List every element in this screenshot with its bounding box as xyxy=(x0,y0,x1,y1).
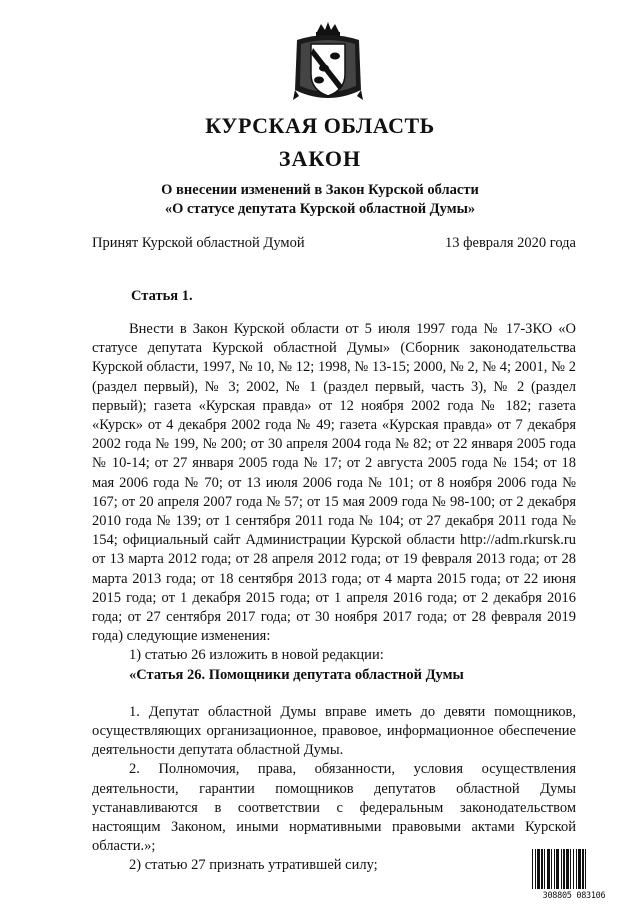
spacer xyxy=(92,685,576,703)
adoption-line xyxy=(92,235,576,252)
item-2: 2) статью 27 признать утратившей силу; xyxy=(129,857,378,874)
barcode-number: 308805 083106 xyxy=(542,891,606,901)
item-1: 1) статью 26 изложить в новой редакции: xyxy=(129,647,384,664)
new-article-title: «Статья 26. Помощники депутата областной Думы xyxy=(129,666,464,683)
subject-line-2: «О статусе депутата Курской областной Думы» xyxy=(164,201,476,217)
document-type: ЗАКОН xyxy=(278,146,362,171)
article-title: Статья 1. xyxy=(131,288,193,304)
point-2: 2. Полномочия, права, обязанности, условия осуществления деятельности, гарантии помощников депутатов областной Думы устанавливаются в соответствии с федеральным законодательством настоящим Законом, иными нормативными правовыми актами Курской области.»; xyxy=(92,761,576,855)
barcode-icon xyxy=(532,849,618,893)
region-title: КУРСКАЯ ОБЛАСТЬ xyxy=(205,113,435,138)
point-1: 1. Депутат областной Думы вправе иметь до девяти помощников, осуществляющих организационное, правовое, информационное обеспечение деятельности депутата областной Думы. xyxy=(92,703,576,759)
adopted-by: Принят Курской областной Думой xyxy=(92,235,305,251)
law-subject xyxy=(0,181,640,219)
adoption-date: 13 февраля 2020 года xyxy=(444,235,576,251)
subject-line-1: О внесении изменений в Закон Курской области xyxy=(161,182,479,198)
coat-of-arms-icon xyxy=(291,20,365,104)
article-body xyxy=(92,320,576,876)
article-intro: Внести в Закон Курской области от 5 июля 1997 года № 17-ЗКО «О статусе депутата Курской областной Думы» (Сборник законодательства Курской области, 1997, № 10, № 12; 1998, № 13-15; 2000, № 2, № 4; 2001, № 2 (раздел первый), № 3; 2002, № 1 (раздел первый, часть 3), № 2 (раздел первый); газета «Курская правда» от 12 ноября 2002 года № 182; газета «Курск» от 4 декабря 2002 года № 49; газета «Курская правда» от 7 декабря 2002 года № 199, № 200; от 30 апреля 2004 года № 82; от 22 января 2005 года № 10-14; от 27 января 2005 года № 17; от 2 августа 2005 года № 154; от 18 мая 2006 года № 70; от 13 июля 2006 года № 101; от 8 ноября 2006 года № 167; от 20 апреля 2007 года № 57; от 15 мая 2009 года № 98-100; от 2 декабря 2010 года № 139; от 1 сентября 2011 года № 104; от 27 декабря 2011 года № 154; официальный сайт Администрации Курской области http://adm.rkursk.ru от 13 марта 2012 года; от 28 апреля 2012 года; от 19 февраля 2013 года; от 28 марта 2013 года; от 18 сентября 2013 года; от 4 марта 2015 года; от 22 июня 2015 года; от 1 декабря 2015 года; от 1 апреля 2016 года; от 2 декабря 2016 года; от 27 сентября 2017 года; от 30 ноября 2017 года; от 28 февраля 2019 года) следующие изменения: xyxy=(92,321,576,645)
